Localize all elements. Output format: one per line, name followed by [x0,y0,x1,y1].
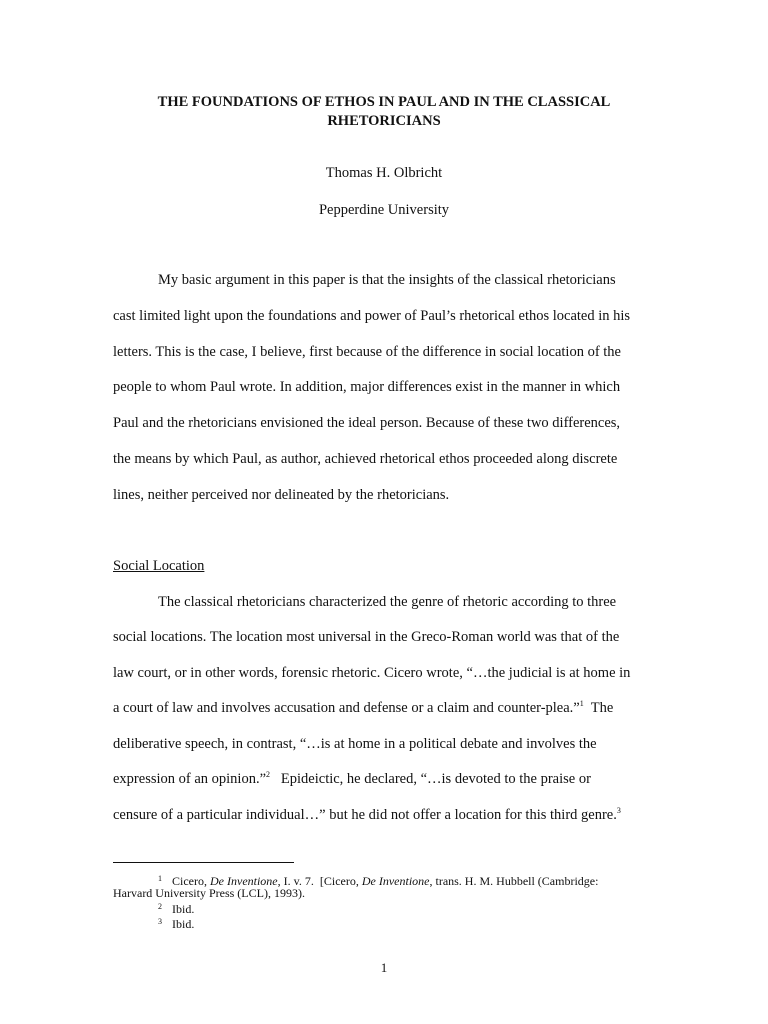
body-text: Epideictic, he declared, “…is devoted to the praise or [270,771,591,787]
intro-line: people to whom Paul wrote. In addition, major differences exist in the manner in which [113,379,621,395]
footnote-title-italic: De Inventione [361,874,430,888]
title-line-1: THE FOUNDATIONS OF ETHOS IN PAUL AND IN THE CLASSICAL [157,94,611,110]
footnote-title-italic: De Inventione [210,874,278,888]
body-text: a court of law and involves accusation and defense or a claim and counter-plea.” [113,700,580,716]
intro-line: cast limited light upon the foundations and power of Paul’s rhetorical ethos located in his [113,308,631,324]
body-line [113,770,591,788]
body-line [113,806,621,824]
footnote-mark: 1 [158,874,162,883]
page-number: 1 [380,960,388,975]
footnote-2 [158,900,194,916]
section-heading: Social Location [113,558,205,574]
footnote-mark: 3 [158,917,162,926]
intro-line: My basic argument in this paper is that the insights of the classical rhetoricians [158,272,616,288]
body-text: censure of a particular individual…” but he did not offer a location for this third genre. [113,807,617,823]
intro-line: Paul and the rhetoricians envisioned the ideal person. Because of these two differences, [113,415,621,431]
footnote-text: Cicero, [172,874,210,888]
footnote-mark: 2 [158,902,162,911]
body-text: expression of an opinion.” [113,771,267,787]
intro-line: the means by which Paul, as author, achieved rhetorical ethos proceeded along discrete [113,451,618,467]
intro-line: letters. This is the case, I believe, first because of the difference in social location of the [113,344,621,360]
body-line: social locations. The location most universal in the Greco-Roman world was that of the [113,629,620,645]
footnote-3 [158,915,194,931]
footnote-separator [113,862,294,863]
body-text: The [583,700,614,716]
footnote-ref: 1 [579,699,584,708]
footnote-text: Ibid. [172,902,195,916]
intro-line: lines, neither perceived nor delineated by the rhetoricians. [113,487,450,503]
paper-title [114,93,654,131]
footnote-text: , trans. H. M. Hubbell (Cambridge: [429,874,599,888]
footnote-1-continued: Harvard University Press (LCL), 1993). [113,886,305,900]
body-line: law court, or in other words, forensic rhetoric. Cicero wrote, “…the judicial is at home in [113,665,631,681]
body-line [113,699,613,717]
body-line: deliberative speech, in contrast, “…is at home in a political debate and involves the [113,736,597,752]
footnote-ref: 2 [266,770,271,779]
footnote-ref: 3 [616,806,621,815]
footnote-text: , I. v. 7. [Cicero, [277,874,362,888]
body-line: The classical rhetoricians characterized the genre of rhetoric according to three [158,594,617,610]
title-line-2: RHETORICIANS [327,113,441,129]
author-affiliation: Pepperdine University [318,202,450,218]
author-name: Thomas H. Olbricht [325,165,443,181]
footnote-text: Ibid. [172,917,195,931]
